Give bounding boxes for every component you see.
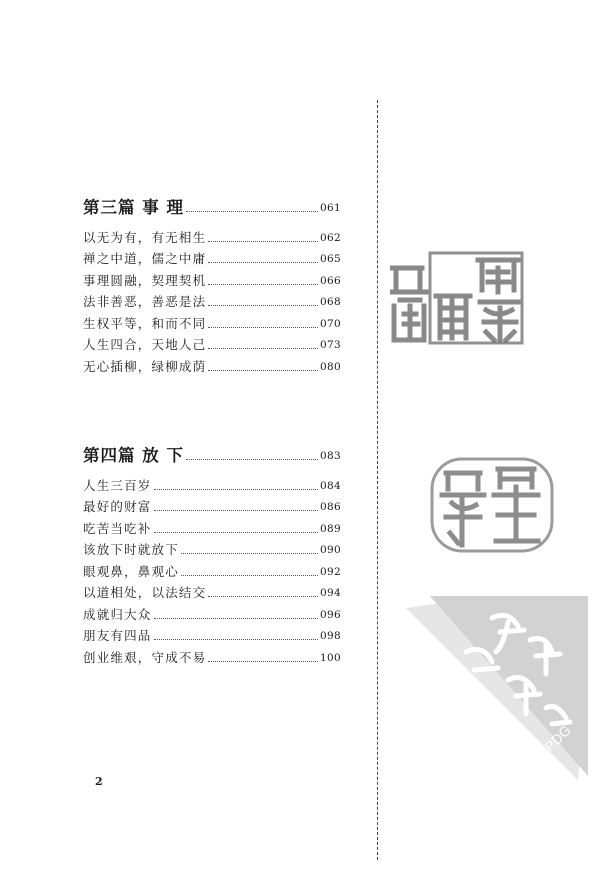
toc-entry-title: 事理圆融，契理契机 bbox=[83, 272, 207, 288]
toc-entry-page: 066 bbox=[320, 274, 341, 287]
toc-entry-page: 086 bbox=[320, 501, 341, 513]
dot-leader bbox=[208, 305, 318, 306]
toc-entry[interactable] bbox=[83, 600, 341, 622]
dot-leader bbox=[208, 262, 318, 263]
toc-entry-page: 065 bbox=[320, 253, 341, 265]
toc-entry[interactable] bbox=[83, 352, 341, 374]
toc-entry[interactable] bbox=[83, 536, 341, 558]
watermark-seal-icon bbox=[396, 596, 588, 786]
toc-section-4 bbox=[83, 435, 341, 665]
toc-entry-title: 该放下时就放下 bbox=[83, 542, 179, 557]
toc-entry-title: 创业维艰，守成不易 bbox=[83, 649, 207, 665]
toc-heading-page: 083 bbox=[320, 450, 341, 462]
toc-entry-title: 人生四合，天地人己 bbox=[83, 337, 207, 352]
toc-entry-page: 098 bbox=[320, 630, 341, 642]
dot-leader bbox=[208, 661, 318, 662]
dot-leader bbox=[154, 510, 319, 511]
toc-heading[interactable] bbox=[83, 435, 341, 463]
dot-leader bbox=[154, 618, 319, 619]
toc-entry-page: 080 bbox=[320, 360, 341, 373]
toc-entry-page: 070 bbox=[320, 317, 341, 330]
toc-entry-title: 朋友有四品 bbox=[83, 628, 152, 643]
toc-entry[interactable] bbox=[83, 579, 341, 601]
toc-entry-page: 089 bbox=[320, 522, 341, 535]
toc-entry-title: 成就归大众 bbox=[83, 606, 152, 622]
toc-entry-page: 092 bbox=[320, 565, 341, 578]
toc-entry[interactable] bbox=[83, 309, 341, 331]
toc-entry-page: 062 bbox=[320, 231, 341, 244]
toc-entry[interactable] bbox=[83, 223, 341, 245]
toc-entry-page: 100 bbox=[320, 651, 341, 664]
toc-entry[interactable] bbox=[83, 643, 341, 665]
toc-heading[interactable] bbox=[83, 187, 341, 215]
page-number: 2 bbox=[95, 775, 103, 788]
dot-leader bbox=[208, 596, 318, 597]
toc-entry[interactable] bbox=[83, 514, 341, 536]
dot-leader bbox=[208, 284, 318, 285]
dot-leader bbox=[154, 532, 319, 533]
toc-entry[interactable] bbox=[83, 288, 341, 310]
toc-entry-title: 吃苦当吃补 bbox=[83, 520, 152, 536]
toc-heading-page: 061 bbox=[320, 202, 341, 214]
toc-entry-title: 以无为有，有无相生 bbox=[83, 229, 207, 245]
toc-entry-title: 人生三百岁 bbox=[83, 477, 152, 493]
toc-entry-title: 生权平等，和而不同 bbox=[83, 315, 207, 331]
toc-entry-title: 法非善恶，善恶是法 bbox=[83, 294, 207, 309]
toc-entry-page: 096 bbox=[320, 608, 341, 621]
toc-entry-page: 090 bbox=[320, 544, 341, 556]
toc-entry-page: 073 bbox=[320, 339, 341, 351]
dot-leader bbox=[186, 459, 318, 460]
toc-entry-page: 094 bbox=[320, 587, 341, 599]
dot-leader bbox=[208, 241, 318, 242]
dot-leader bbox=[154, 639, 319, 640]
toc-entry[interactable] bbox=[83, 266, 341, 288]
toc-entry-title: 禅之中道，儒之中庸 bbox=[83, 251, 207, 266]
toc-entry-title: 最好的财富 bbox=[83, 499, 152, 514]
toc-entry-page: 068 bbox=[320, 296, 341, 308]
seal-stamp-round-icon bbox=[428, 455, 556, 555]
page-divider bbox=[377, 100, 378, 860]
toc-entry[interactable] bbox=[83, 493, 341, 515]
dot-leader bbox=[186, 211, 318, 212]
toc-entry[interactable] bbox=[83, 245, 341, 267]
toc-entry[interactable] bbox=[83, 471, 341, 493]
dot-leader bbox=[181, 575, 318, 576]
toc-entry-title: 眼观鼻，鼻观心 bbox=[83, 563, 179, 579]
toc-heading-title: 第四篇 放 下 bbox=[83, 446, 184, 465]
toc-entry[interactable] bbox=[83, 331, 341, 353]
toc-entry-page: 084 bbox=[320, 479, 341, 492]
toc-heading-title: 第三篇 事 理 bbox=[83, 198, 184, 217]
dot-leader bbox=[181, 553, 318, 554]
toc-entry-title: 以道相处，以法结交 bbox=[83, 585, 207, 600]
toc-section-3 bbox=[83, 187, 341, 374]
dot-leader bbox=[208, 348, 318, 349]
toc-entry[interactable] bbox=[83, 622, 341, 644]
dot-leader bbox=[208, 370, 318, 371]
seal-stamp-square-icon bbox=[390, 248, 575, 346]
watermark-text: PDG bbox=[541, 721, 574, 755]
dot-leader bbox=[154, 489, 319, 490]
toc-entry-title: 无心插柳，绿柳成荫 bbox=[83, 358, 207, 374]
dot-leader bbox=[208, 327, 318, 328]
toc-entry[interactable] bbox=[83, 557, 341, 579]
